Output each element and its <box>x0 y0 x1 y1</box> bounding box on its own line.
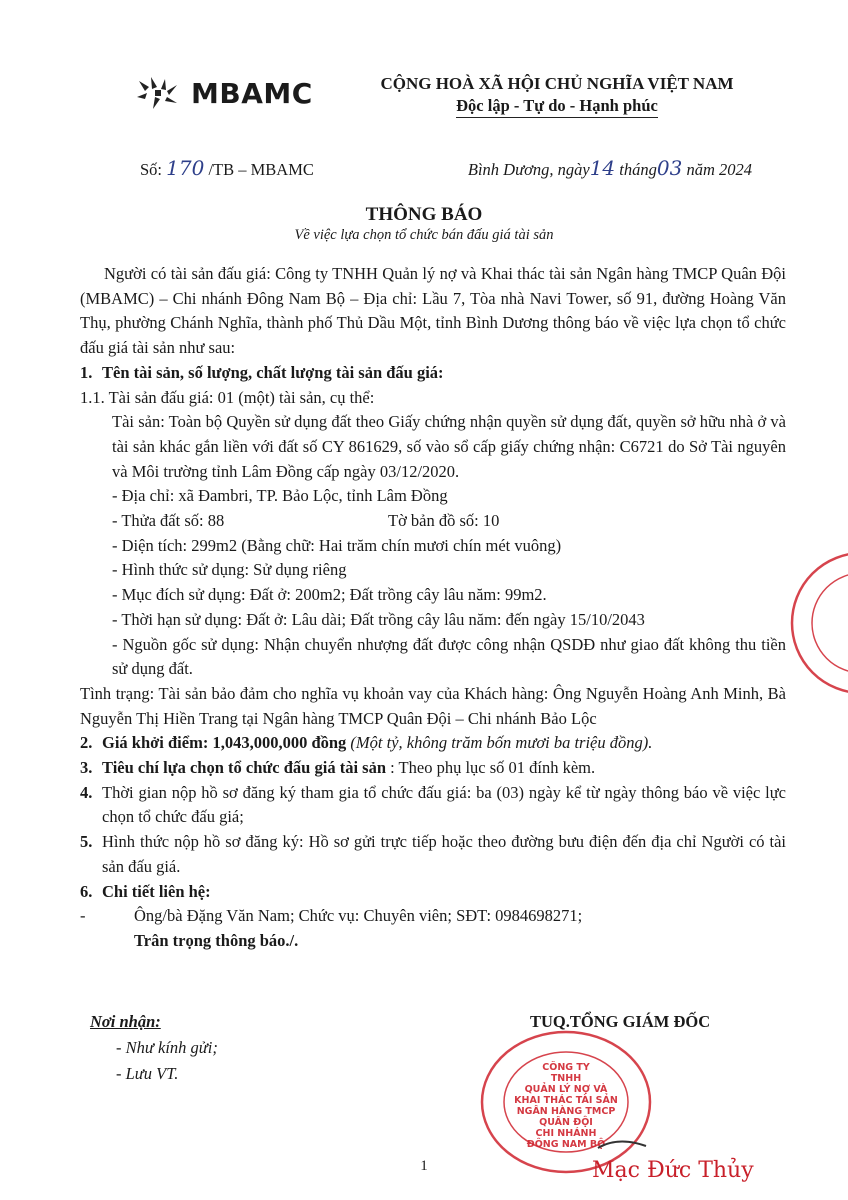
nation-name: CỘNG HOÀ XÃ HỘI CHỦ NGHĨA VIỆT NAM <box>380 74 734 93</box>
handwritten-number: 170 <box>166 156 205 180</box>
asset-origin: - Nguồn gốc sử dụng: Nhận chuyển nhượng đất được công nhận QSDĐ như giao đất không thu tiền sử dụng đất. <box>112 634 786 679</box>
recipients-block <box>90 1012 218 1084</box>
asset-use-form: - Hình thức sử dụng: Sử dụng riêng <box>112 560 347 580</box>
document-subtitle: Về việc lựa chọn tổ chức bán đấu giá tài sản <box>294 227 554 243</box>
svg-text:QUẢN LÝ NỢ VÀ: QUẢN LÝ NỢ VÀ <box>524 1084 608 1095</box>
asset-term: - Thời hạn sử dụng: Đất ở: Lâu dài; Đất trồng cây lâu năm: đến ngày 15/10/2043 <box>112 609 645 629</box>
closing-line: Trân trọng thông báo./. <box>134 930 299 950</box>
asset-description: Tài sản: Toàn bộ Quyền sử dụng đất theo Giấy chứng nhận quyền sử dụng đất, quyền sở hữu nhà ở và tài sản khác gắn liền với đất số CY 861629, số vào sổ cấp giấy chứng nhận: C6721 do Sở Tài nguyên và Môi trường tỉnh Lâm Đồng cấp ngày 03/12/2020. <box>112 412 786 481</box>
document-number: Số: 170 /TB – MBAMC <box>140 156 314 180</box>
section-3: 3. Tiêu chí lựa chọn tổ chức đấu giá tài sản : Theo phụ lục số 01 đính kèm. <box>80 758 596 778</box>
section-1-1: 1.1. Tài sản đấu giá: 01 (một) tài sản, cụ thể: <box>80 387 375 407</box>
svg-text:TNHH: TNHH <box>550 1073 582 1084</box>
recipient-item: - Như kính gửi; <box>116 1038 218 1057</box>
svg-text:CHI NHÁNH: CHI NHÁNH <box>535 1128 597 1139</box>
nation-motto: Độc lập - Tự do - Hạnh phúc <box>456 96 658 118</box>
document-title: THÔNG BÁO <box>365 204 483 225</box>
section-1-heading: 1. Tên tài sản, số lượng, chất lượng tài sản đấu giá: <box>80 362 444 382</box>
section-2: 2. Giá khởi điểm: 1,043,000,000 đồng (Một tỷ, không trăm bốn mươi ba triệu đồng). <box>80 733 653 753</box>
signer-title: TUQ.TỔNG GIÁM ĐỐC <box>530 1012 711 1031</box>
document-body <box>80 262 786 954</box>
national-motto <box>362 74 752 118</box>
asset-address: - Địa chỉ: xã Đambri, TP. Bảo Lộc, tỉnh Lâm Đồng <box>112 486 448 506</box>
section-6-heading: 6. Chi tiết liên hệ: <box>80 881 211 901</box>
recipient-item: - Lưu VT. <box>116 1064 179 1083</box>
svg-text:NGÂN HÀNG TMCP: NGÂN HÀNG TMCP <box>516 1106 616 1117</box>
asset-status: Tình trạng: Tài sản bảo đảm cho nghĩa vụ khoản vay của Khách hàng: Ông Nguyễn Hoàng Anh Minh, Bà Nguyễn Thị Hiền Trang tại Ngân hàng TMCP Quân Đội – Chi nhánh Bảo Lộc <box>80 683 786 728</box>
asset-purpose: - Mục đích sử dụng: Đất ở: 200m2; Đất trồng cây lâu năm: 99m2. <box>112 585 547 605</box>
svg-text:QUÂN ĐỘI: QUÂN ĐỘI <box>539 1117 593 1128</box>
asset-parcel: - Thửa đất số: 88 Tờ bản đồ số: 10 <box>112 511 500 531</box>
document-date: Bình Dương, ngày14 tháng03 năm 2024 <box>467 156 752 180</box>
svg-text:ĐÔNG NAM BỘ: ĐÔNG NAM BỘ <box>526 1139 606 1150</box>
intro-paragraph: Người có tài sản đấu giá: Công ty TNHH Quản lý nợ và Khai thác tài sản Ngân hàng TMCP Quân Đội (MBAMC) – Chi nhánh Đông Nam Bộ – Địa chỉ: Lầu 7, Tòa nhà Navi Tower, số 91, đường Hoàng Văn Thụ, phường Chánh Nghĩa, thành phố Thủ Dầu Một, tỉnh Bình Dương thông báo về việc lựa chọn tổ chức đấu giá tài sản như sau: <box>80 264 786 358</box>
page-number: 1 <box>420 1158 428 1174</box>
contact-line: - Ông/bà Đặng Văn Nam; Chức vụ: Chuyên viên; SĐT: 0984698271; <box>80 906 583 926</box>
asset-area: - Diện tích: 299m2 (Bằng chữ: Hai trăm chín mươi chín mét vuông) <box>112 535 562 555</box>
signer-name: Mạc Đức Thủy <box>592 1158 754 1183</box>
section-4: 4. Thời gian nộp hồ sơ đăng ký tham gia tổ chức đấu giá: ba (03) ngày kể từ ngày thông báo về việc lực chọn tổ chức đấu giá; <box>80 782 786 827</box>
mbamc-logo-icon <box>135 75 181 111</box>
svg-text:CÔNG TY: CÔNG TY <box>542 1062 590 1073</box>
handwritten-month: 03 <box>656 156 683 180</box>
edge-seal-stamp <box>786 548 848 698</box>
logo-text: MBAMC <box>191 76 313 110</box>
company-logo <box>135 75 313 111</box>
company-seal-stamp <box>478 1028 654 1176</box>
section-5: 5. Hình thức nộp hồ sơ đăng ký: Hồ sơ gửi trực tiếp hoặc theo đường bưu điện đến địa chỉ Người có tài sản đấu giá. <box>80 832 786 876</box>
handwritten-day: 14 <box>589 156 616 180</box>
svg-text:KHAI THÁC TÀI SẢN: KHAI THÁC TÀI SẢN <box>514 1095 618 1106</box>
recipients-heading: Nơi nhận: <box>90 1012 161 1031</box>
